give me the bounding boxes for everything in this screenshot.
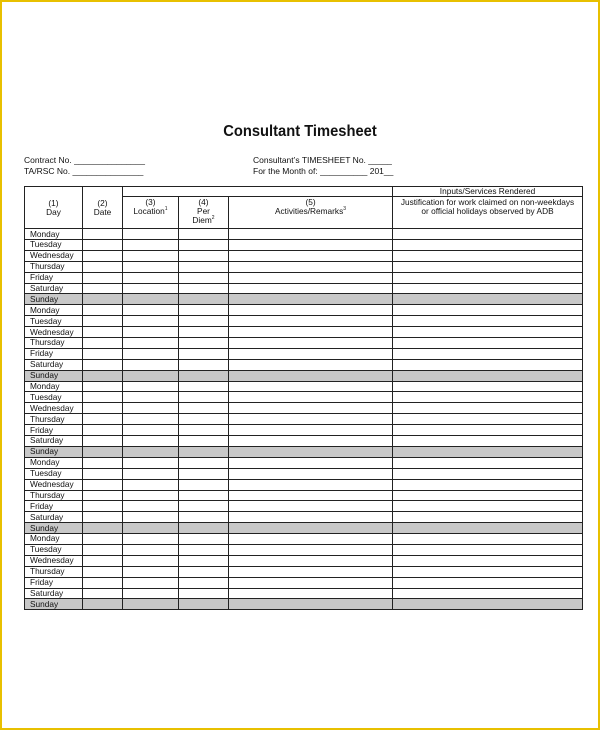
justification-cell[interactable] [393,414,583,425]
activities-cell[interactable] [229,370,393,381]
date-cell[interactable] [83,501,123,512]
day-cell: Saturday [25,512,83,523]
table-row [25,261,583,272]
day-cell: Monday [25,534,83,545]
location-cell[interactable] [123,425,179,436]
location-cell[interactable] [123,338,179,349]
col-location-header [123,197,179,229]
day-cell: Sunday [25,523,83,534]
location-cell[interactable] [123,555,179,566]
location-cell[interactable] [123,468,179,479]
table-row [25,283,583,294]
perdiem-cell[interactable] [179,294,229,305]
contract-no-field: Contract No. _______________ [24,155,145,165]
justification-cell[interactable] [393,446,583,457]
table-row [25,501,583,512]
table-row [25,338,583,349]
justification-cell[interactable] [393,468,583,479]
activities-cell[interactable] [229,392,393,403]
location-cell[interactable] [123,370,179,381]
day-cell: Friday [25,577,83,588]
justification-cell[interactable] [393,392,583,403]
justification-cell[interactable] [393,599,583,610]
table-row [25,490,583,501]
perdiem-cell[interactable] [179,490,229,501]
activities-cell[interactable] [229,523,393,534]
activities-cell[interactable] [229,555,393,566]
justification-cell[interactable] [393,457,583,468]
justification-cell[interactable] [393,555,583,566]
date-cell[interactable] [83,490,123,501]
justification-cell[interactable] [393,436,583,447]
day-cell: Tuesday [25,240,83,251]
perdiem-cell[interactable] [179,370,229,381]
location-cell[interactable] [123,305,179,316]
justification-cell[interactable] [393,479,583,490]
perdiem-cell[interactable] [179,240,229,251]
location-cell[interactable] [123,283,179,294]
col-activities-footnote: 3 [343,206,347,213]
col-location-number: (3) [145,197,156,208]
date-cell[interactable] [83,523,123,534]
location-cell[interactable] [123,479,179,490]
justification-cell[interactable] [393,261,583,272]
date-cell[interactable] [83,534,123,545]
page-title: Consultant Timesheet [223,123,377,140]
header-blank-cell [123,187,393,197]
date-cell[interactable] [83,316,123,327]
table-row [25,588,583,599]
day-cell: Thursday [25,490,83,501]
day-cell: Tuesday [25,316,83,327]
justification-cell[interactable] [393,359,583,370]
table-row [25,577,583,588]
perdiem-cell[interactable] [179,250,229,261]
perdiem-cell[interactable] [179,523,229,534]
justification-cell[interactable] [393,512,583,523]
col-activities-number: (5) [305,197,316,208]
date-cell[interactable] [83,479,123,490]
activities-cell[interactable] [229,403,393,414]
col-date-header [83,187,123,229]
date-cell[interactable] [83,414,123,425]
col-justification-header: Justification for work claimed on non-weekdays or official holidays observed by ADB [393,197,583,229]
date-cell[interactable] [83,446,123,457]
table-row [25,327,583,338]
table-row [25,414,583,425]
date-cell[interactable] [83,468,123,479]
col-perdiem-text: Diem [192,215,212,226]
perdiem-cell[interactable] [179,599,229,610]
location-cell[interactable] [123,359,179,370]
date-cell[interactable] [83,425,123,436]
date-cell[interactable] [83,338,123,349]
day-cell: Friday [25,425,83,436]
activities-cell[interactable] [229,436,393,447]
day-cell: Sunday [25,446,83,457]
justification-cell[interactable] [393,272,583,283]
day-cell: Wednesday [25,327,83,338]
date-cell[interactable] [83,588,123,599]
location-cell[interactable] [123,566,179,577]
activities-cell[interactable] [229,261,393,272]
perdiem-cell[interactable] [179,392,229,403]
table-row [25,555,583,566]
activities-cell[interactable] [229,468,393,479]
justification-cell[interactable] [393,294,583,305]
day-cell: Monday [25,305,83,316]
activities-cell[interactable] [229,599,393,610]
day-cell: Sunday [25,294,83,305]
table-row [25,479,583,490]
activities-cell[interactable] [229,457,393,468]
table-row [25,512,583,523]
location-cell[interactable] [123,250,179,261]
activities-cell[interactable] [229,490,393,501]
col-day-label: Day [46,207,61,218]
date-cell[interactable] [83,599,123,610]
justification-cell[interactable] [393,327,583,338]
activities-cell[interactable] [229,588,393,599]
location-cell[interactable] [123,316,179,327]
table-row [25,446,583,457]
justification-cell[interactable] [393,316,583,327]
justification-cell[interactable] [393,381,583,392]
col-perdiem-label-a: Per [197,206,210,217]
table-row [25,523,583,534]
perdiem-cell[interactable] [179,338,229,349]
date-cell[interactable] [83,392,123,403]
day-cell: Wednesday [25,250,83,261]
table-row [25,468,583,479]
day-cell: Thursday [25,338,83,349]
location-cell[interactable] [123,457,179,468]
date-cell[interactable] [83,436,123,447]
perdiem-cell[interactable] [179,359,229,370]
header-row-top [25,187,583,197]
perdiem-cell[interactable] [179,229,229,240]
activities-cell[interactable] [229,414,393,425]
justification-cell[interactable] [393,370,583,381]
day-cell: Monday [25,229,83,240]
date-cell[interactable] [83,283,123,294]
justification-cell[interactable] [393,403,583,414]
location-cell[interactable] [123,229,179,240]
table-row [25,229,583,240]
date-cell[interactable] [83,305,123,316]
location-cell[interactable] [123,446,179,457]
perdiem-cell[interactable] [179,381,229,392]
justification-cell[interactable] [393,250,583,261]
table-row [25,316,583,327]
location-cell[interactable] [123,544,179,555]
location-cell[interactable] [123,414,179,425]
date-cell[interactable] [83,381,123,392]
ta-rsc-no-field: TA/RSC No. _______________ [24,166,144,176]
date-cell[interactable] [83,294,123,305]
table-row [25,305,583,316]
location-cell[interactable] [123,523,179,534]
table-row [25,294,583,305]
activities-cell[interactable] [229,316,393,327]
col-location-label [123,207,178,216]
perdiem-cell[interactable] [179,457,229,468]
perdiem-cell[interactable] [179,348,229,359]
perdiem-cell[interactable] [179,272,229,283]
activities-cell[interactable] [229,327,393,338]
location-cell[interactable] [123,403,179,414]
day-cell: Tuesday [25,544,83,555]
activities-cell[interactable] [229,577,393,588]
justification-cell[interactable] [393,588,583,599]
perdiem-cell[interactable] [179,566,229,577]
day-cell: Thursday [25,566,83,577]
location-cell[interactable] [123,294,179,305]
date-cell[interactable] [83,544,123,555]
month-of-field: For the Month of: __________ 201__ [253,166,394,176]
col-perdiem-header [179,197,229,229]
timesheet-no-field: Consultant’s TIMESHEET No. _____ [253,155,392,165]
day-cell: Friday [25,348,83,359]
day-cell: Wednesday [25,479,83,490]
day-cell: Monday [25,457,83,468]
perdiem-cell[interactable] [179,283,229,294]
activities-cell[interactable] [229,501,393,512]
col-day-header [25,187,83,229]
table-row [25,250,583,261]
location-cell[interactable] [123,501,179,512]
day-cell: Wednesday [25,555,83,566]
activities-cell[interactable] [229,305,393,316]
perdiem-cell[interactable] [179,305,229,316]
day-cell: Friday [25,501,83,512]
justification-cell[interactable] [393,283,583,294]
date-cell[interactable] [83,370,123,381]
day-cell: Tuesday [25,392,83,403]
activities-cell[interactable] [229,250,393,261]
activities-cell[interactable] [229,240,393,251]
activities-cell[interactable] [229,512,393,523]
perdiem-cell[interactable] [179,512,229,523]
activities-cell[interactable] [229,544,393,555]
day-cell: Thursday [25,261,83,272]
inputs-header: Inputs/Services Rendered [393,187,583,197]
activities-cell[interactable] [229,283,393,294]
col-perdiem-footnote: 2 [211,215,215,222]
activities-cell[interactable] [229,446,393,457]
perdiem-cell[interactable] [179,403,229,414]
table-row [25,425,583,436]
day-cell: Monday [25,381,83,392]
activities-cell[interactable] [229,566,393,577]
col-perdiem-label-b [179,216,228,225]
justification-cell[interactable] [393,501,583,512]
date-cell[interactable] [83,272,123,283]
activities-cell[interactable] [229,479,393,490]
day-cell: Wednesday [25,403,83,414]
perdiem-cell[interactable] [179,479,229,490]
date-cell[interactable] [83,403,123,414]
date-cell[interactable] [83,348,123,359]
day-cell: Saturday [25,359,83,370]
perdiem-cell[interactable] [179,468,229,479]
col-perdiem-number: (4) [198,197,209,208]
justification-cell[interactable] [393,490,583,501]
activities-cell[interactable] [229,272,393,283]
location-cell[interactable] [123,490,179,501]
col-activities-header [229,197,393,229]
table-row [25,240,583,251]
table-row [25,566,583,577]
day-cell: Saturday [25,283,83,294]
col-date-number: (2) [97,198,108,208]
justification-cell[interactable] [393,577,583,588]
date-cell[interactable] [83,566,123,577]
location-cell[interactable] [123,436,179,447]
activities-cell[interactable] [229,348,393,359]
perdiem-cell[interactable] [179,436,229,447]
table-row [25,544,583,555]
perdiem-cell[interactable] [179,588,229,599]
date-cell[interactable] [83,327,123,338]
activities-cell[interactable] [229,229,393,240]
table-row [25,359,583,370]
table-row [25,381,583,392]
day-cell: Friday [25,272,83,283]
perdiem-cell[interactable] [179,327,229,338]
justification-cell[interactable] [393,305,583,316]
date-cell[interactable] [83,555,123,566]
activities-cell[interactable] [229,534,393,545]
col-day-number: (1) [48,198,59,208]
table-row [25,534,583,545]
table-row [25,348,583,359]
date-cell[interactable] [83,240,123,251]
table-row [25,370,583,381]
table-row [25,457,583,468]
location-cell[interactable] [123,381,179,392]
day-cell: Thursday [25,414,83,425]
perdiem-cell[interactable] [179,261,229,272]
col-date-label: Date [93,207,112,218]
perdiem-cell[interactable] [179,534,229,545]
col-location-footnote: 1 [164,206,168,213]
timesheet-page [2,2,598,728]
date-cell[interactable] [83,261,123,272]
date-cell[interactable] [83,457,123,468]
table-row [25,272,583,283]
perdiem-cell[interactable] [179,577,229,588]
justification-cell[interactable] [393,566,583,577]
col-activities-text: Activities/Remarks [275,206,344,217]
justification-cell[interactable] [393,523,583,534]
col-location-text: Location [133,206,165,217]
table-row [25,599,583,610]
location-cell[interactable] [123,327,179,338]
activities-cell[interactable] [229,338,393,349]
location-cell[interactable] [123,240,179,251]
perdiem-cell[interactable] [179,555,229,566]
day-cell: Saturday [25,588,83,599]
activities-cell[interactable] [229,381,393,392]
table-row [25,436,583,447]
location-cell[interactable] [123,261,179,272]
date-cell[interactable] [83,359,123,370]
perdiem-cell[interactable] [179,316,229,327]
justification-cell[interactable] [393,425,583,436]
day-cell: Tuesday [25,468,83,479]
justification-cell[interactable] [393,229,583,240]
date-cell[interactable] [83,250,123,261]
timesheet-table [24,186,583,610]
justification-cell[interactable] [393,240,583,251]
location-cell[interactable] [123,577,179,588]
location-cell[interactable] [123,392,179,403]
perdiem-cell[interactable] [179,544,229,555]
perdiem-cell[interactable] [179,446,229,457]
location-cell[interactable] [123,588,179,599]
location-cell[interactable] [123,599,179,610]
perdiem-cell[interactable] [179,425,229,436]
location-cell[interactable] [123,272,179,283]
justification-cell[interactable] [393,534,583,545]
location-cell[interactable] [123,534,179,545]
date-cell[interactable] [83,229,123,240]
day-cell: Sunday [25,370,83,381]
day-cell: Sunday [25,599,83,610]
justification-cell[interactable] [393,348,583,359]
activities-cell[interactable] [229,294,393,305]
perdiem-cell[interactable] [179,414,229,425]
date-cell[interactable] [83,577,123,588]
perdiem-cell[interactable] [179,501,229,512]
table-row [25,392,583,403]
activities-cell[interactable] [229,425,393,436]
table-row [25,403,583,414]
location-cell[interactable] [123,348,179,359]
justification-cell[interactable] [393,338,583,349]
col-activities-label [229,207,392,216]
justification-cell[interactable] [393,544,583,555]
date-cell[interactable] [83,512,123,523]
day-cell: Saturday [25,436,83,447]
activities-cell[interactable] [229,359,393,370]
location-cell[interactable] [123,512,179,523]
